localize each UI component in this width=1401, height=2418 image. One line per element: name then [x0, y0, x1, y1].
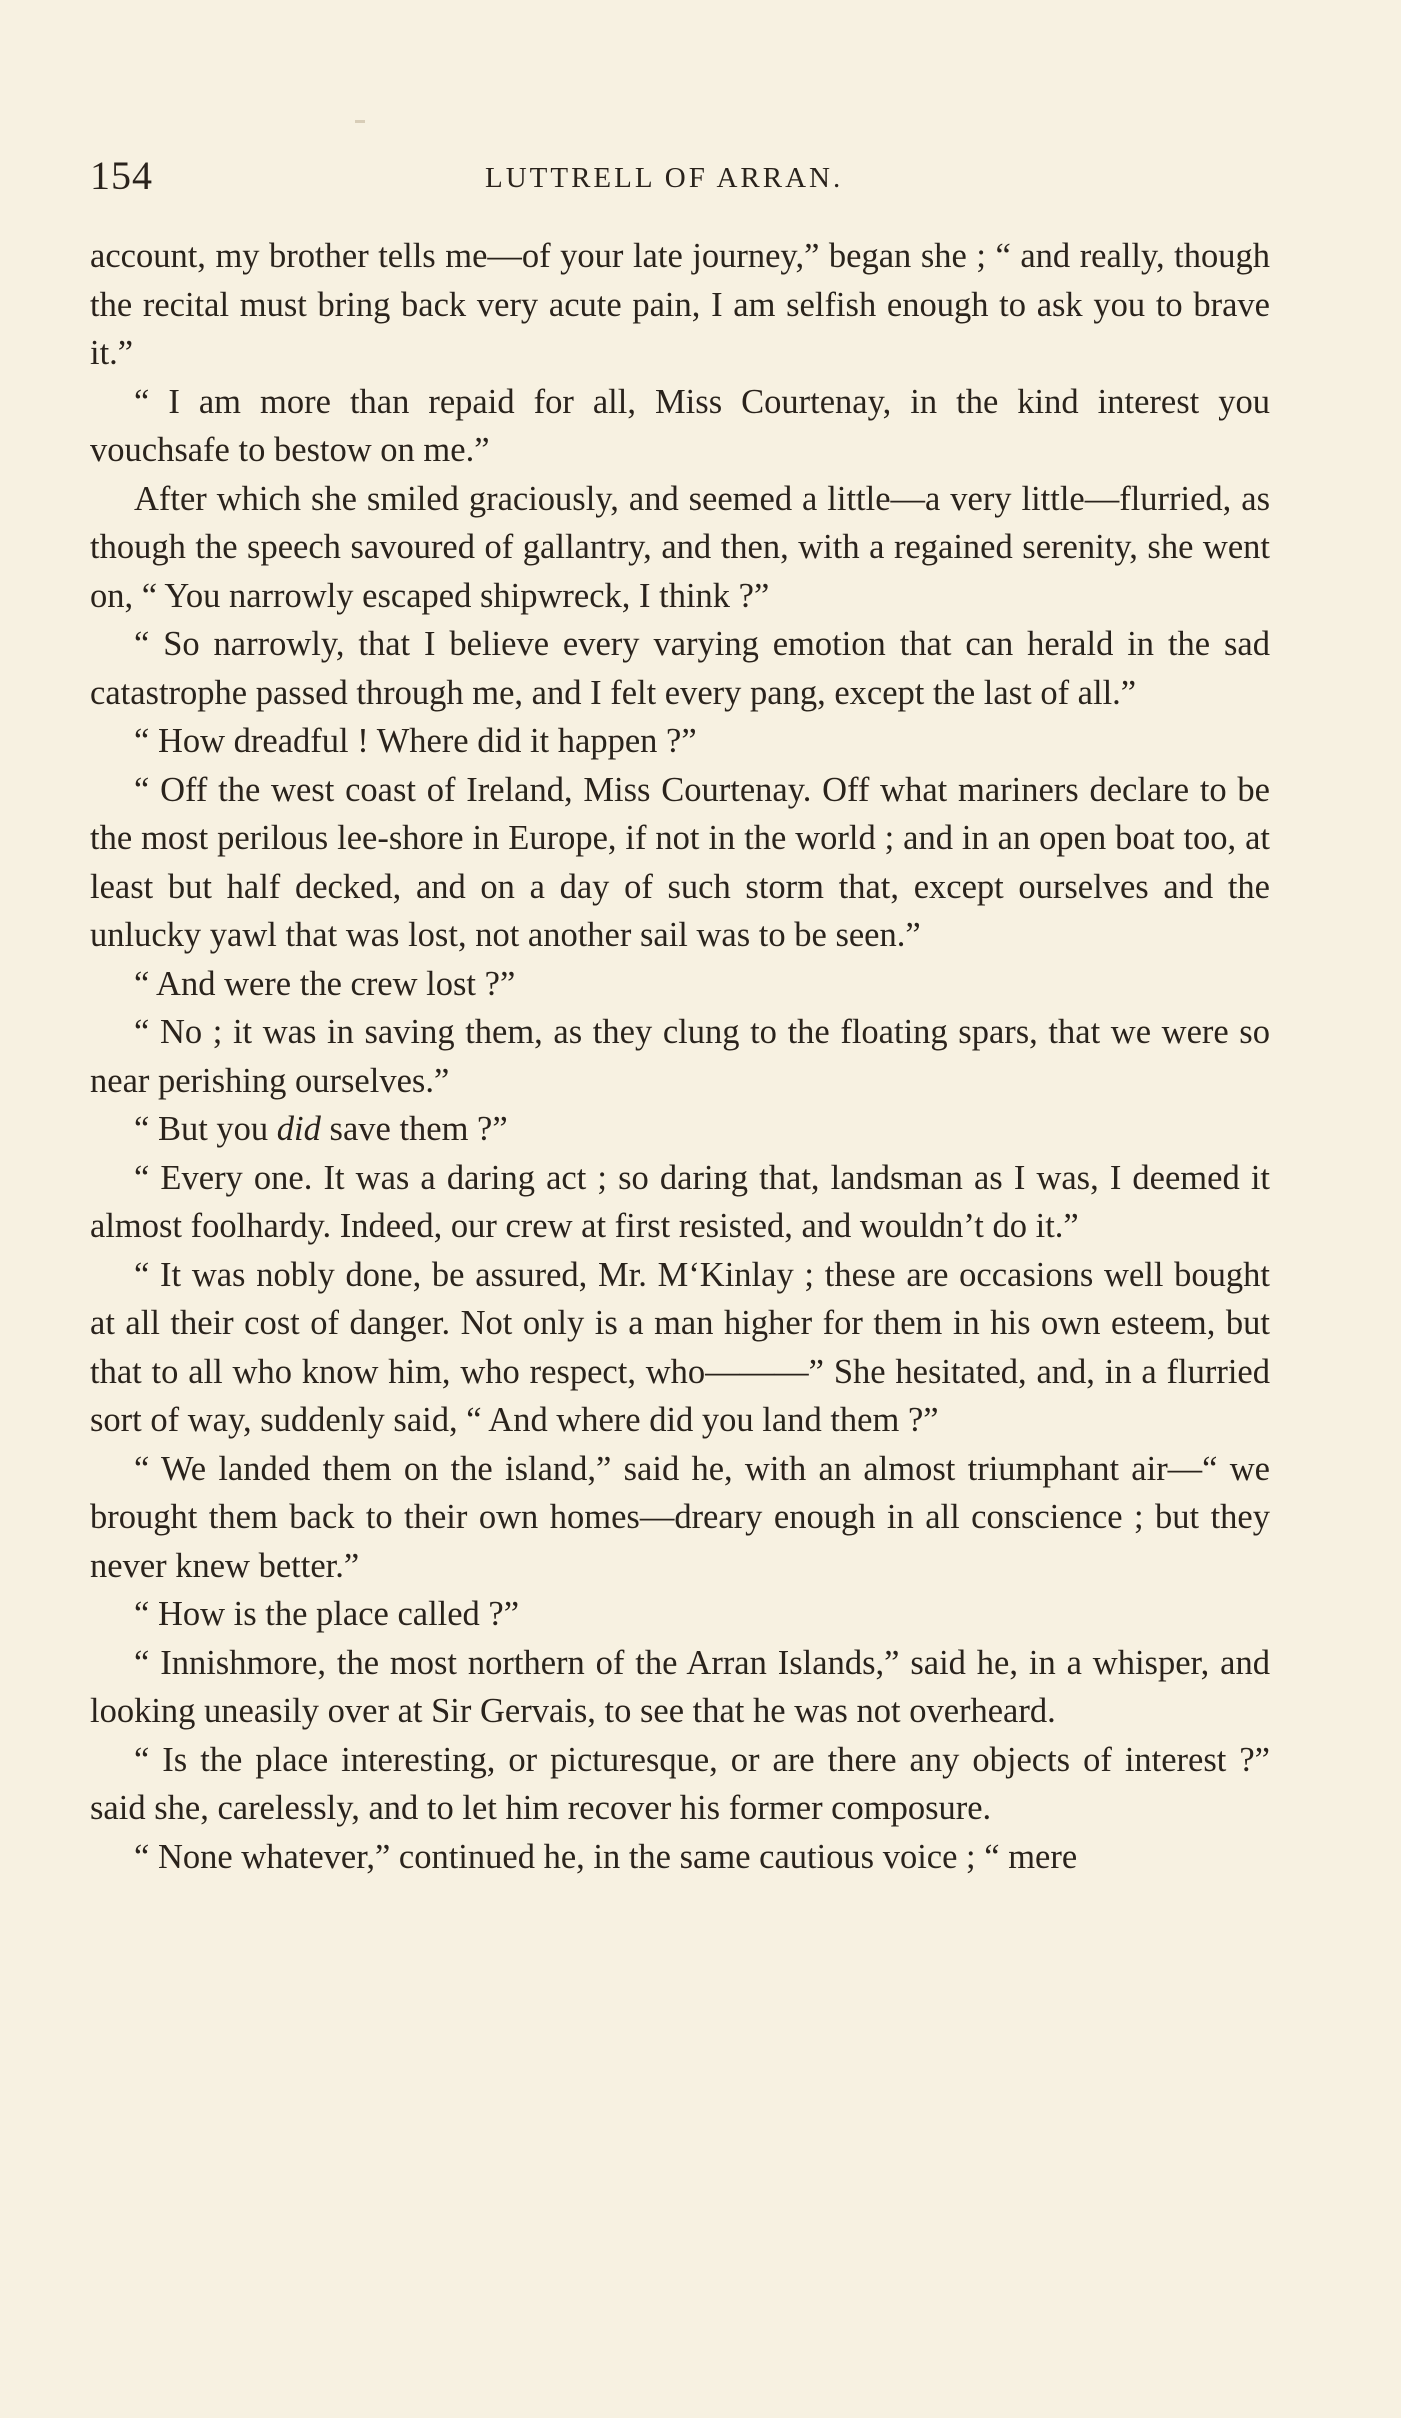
paragraph: “ No ; it was in saving them, as they clung to the floating spars, that we were so near perishing ourselves.”: [90, 1013, 1270, 1100]
paragraph-text: save them ?”: [320, 1110, 508, 1148]
paragraph: “ So narrowly, that I believe every varying emotion that can herald in the sad catastrophe passed through me, and I felt every pang, except the last of all.”: [90, 625, 1270, 712]
paragraph: “ And were the crew lost ?”: [134, 964, 516, 1003]
paragraph: After which she smiled graciously, and seemed a little—a very little—flurried, as though the speech savoured of gallantry, and then, with a regained serenity, she went on, “ You narrowly escaped shipwreck, I think ?”: [90, 479, 1270, 615]
body-text: [90, 232, 1270, 1881]
paragraph: [90, 1105, 1270, 1154]
paragraph: “ Innishmore, the most northern of the Arran Islands,” said he, in a whisper, and looking uneasily over at Sir Gervais, to see that he was not overheard.: [90, 1643, 1270, 1730]
paragraph-text: “ But you: [134, 1110, 277, 1148]
paragraph: “ It was nobly done, be assured, Mr. M‘Kinlay ; these are occasions well bought at all their cost of danger. Not only is a man higher for them in his own esteem, but that to all who know him, who respect, who———” She hesitated, and, in a flurried sort of way, suddenly said, “ And where did you land them ?”: [90, 1255, 1270, 1439]
paragraph: “ I am more than repaid for all, Miss Courtenay, in the kind interest you vouchsafe to bestow on me.”: [90, 382, 1270, 469]
running-head: LUTTRELL OF ARRAN.: [485, 162, 844, 194]
paragraph: “ Every one. It was a daring act ; so daring that, landsman as I was, I deemed it almost foolhardy. Indeed, our crew at first resisted, and wouldn’t do it.”: [90, 1158, 1270, 1245]
paragraph: “ None whatever,” continued he, in the same cautious voice ; “ mere: [134, 1837, 1078, 1876]
paragraph: “ How dreadful ! Where did it happen ?”: [134, 722, 697, 760]
paragraph: “ Off the west coast of Ireland, Miss Courtenay. Off what mariners declare to be the most perilous lee-shore in Europe, if not in the world ; and in an open boat too, at least but half decked, and on a day of such storm that, except ourselves and the unlucky yawl that was lost, not another sail was to be seen.”: [90, 770, 1270, 954]
paragraph: “ Is the place interesting, or picturesque, or are there any objects of interest ?” said she, carelessly, and to let him recover his former composure.: [90, 1740, 1270, 1827]
page-number: 154: [90, 153, 153, 198]
print-mark: [355, 120, 365, 123]
page-header: [90, 152, 1270, 202]
paragraph-continuation: account, my brother tells me—of your late journey,” began she ; “ and really, though the recital must bring back very acute pain, I am selfish enough to ask you to brave it.”: [90, 237, 1270, 372]
paragraph: “ How is the place called ?”: [134, 1595, 520, 1633]
emphasis-text: did: [276, 1110, 321, 1148]
paragraph: “ We landed them on the island,” said he, with an almost triumphant air—“ we brought them back to their own homes—dreary enough in all conscience ; but they never knew better.”: [90, 1449, 1270, 1585]
